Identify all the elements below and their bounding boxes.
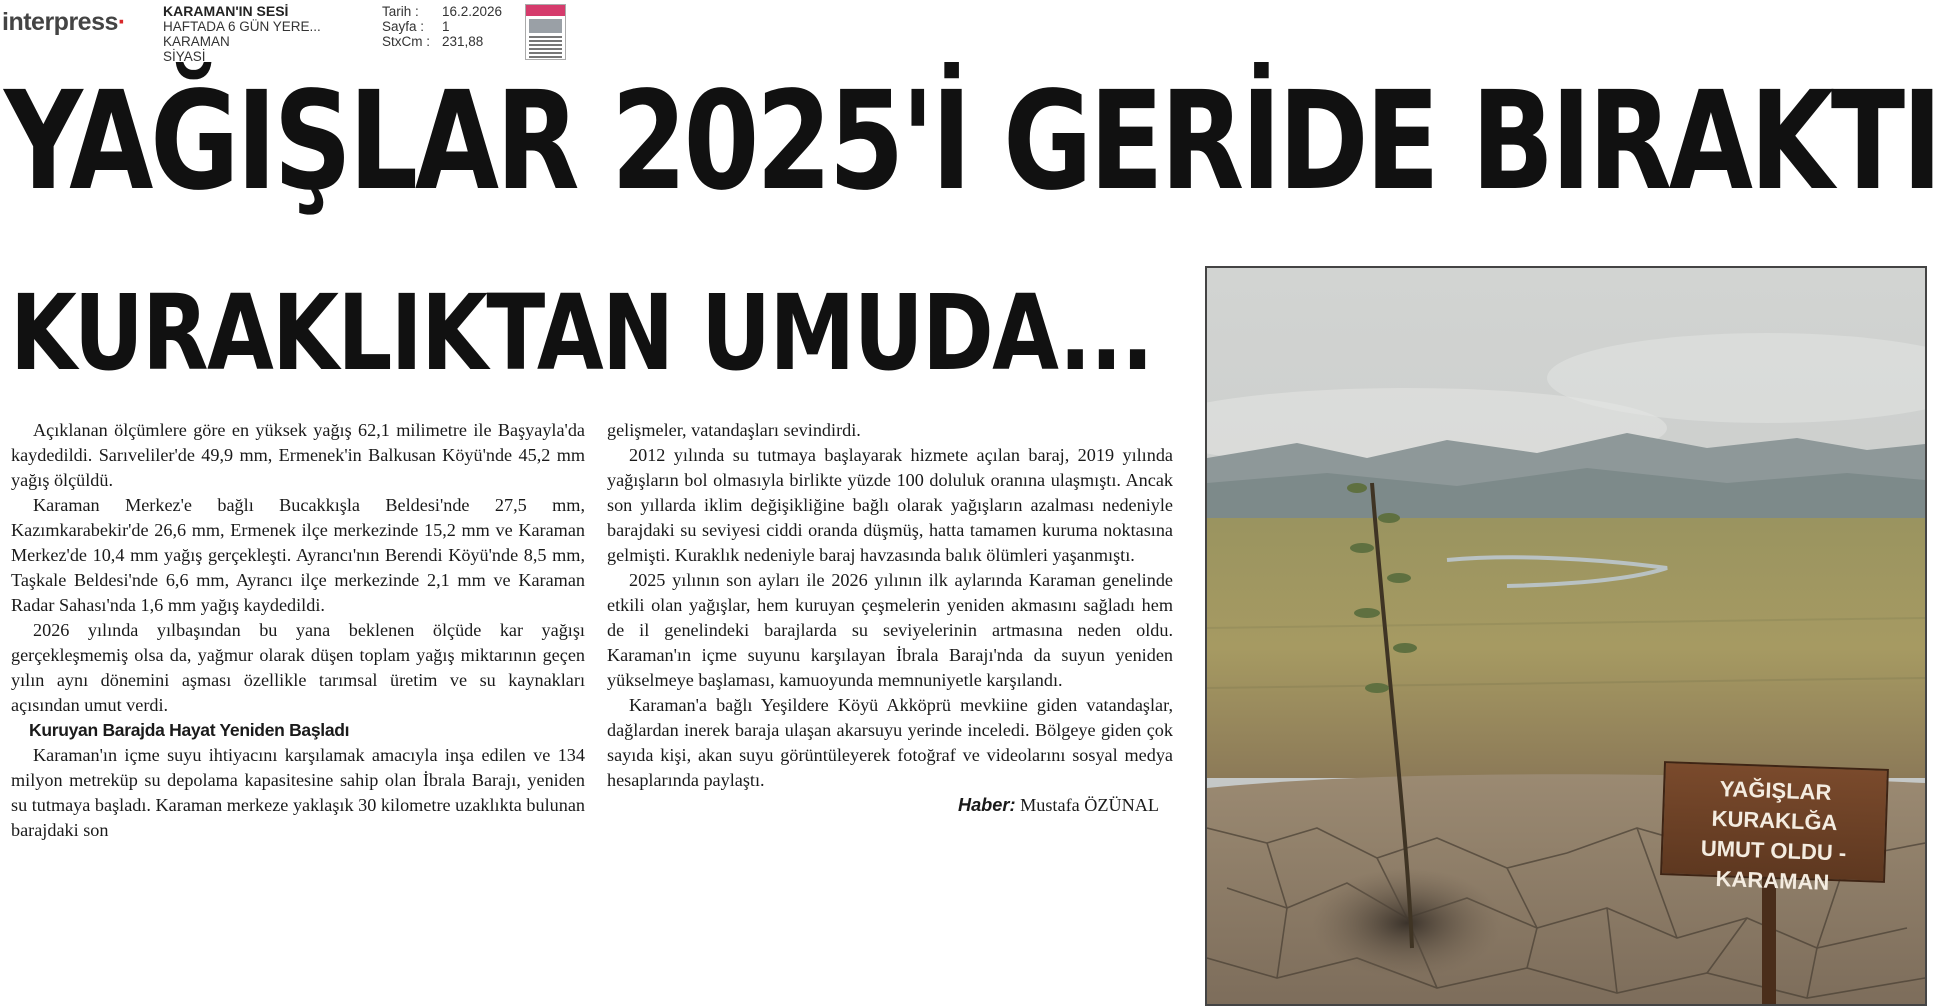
sign-line-2: UMUT OLDU -	[1700, 835, 1847, 866]
date-value: 16.2.2026	[442, 4, 503, 19]
publication-category: SİYASİ	[163, 49, 206, 64]
size-value: 231,88	[442, 34, 484, 49]
thumbnail-masthead	[526, 5, 565, 16]
brand-text: interpress	[2, 8, 118, 36]
publication-city: KARAMAN	[163, 34, 230, 49]
publication-frequency: HAFTADA 6 GÜN YERE...	[163, 19, 321, 34]
sign-line-3: KARAMAN	[1715, 865, 1830, 895]
headline: YAĞIŞLAR 2025'İ GERİDE BIRAKTI	[4, 63, 1939, 221]
clip-meta	[382, 4, 502, 49]
byline-label: Haber:	[957, 795, 1016, 815]
paragraph: Karaman'a bağlı Yeşildere Köyü Akköprü mevkiine giden vatandaşlar, dağlardan inerek baraja ulaşan akarsuyu yerinde inceledi. Bölgeye giden çok sayıda kişi, akan suyu görüntüleyerek fotoğraf ve videolarını sosyal medya hesaplarında paylaştı.	[607, 695, 1173, 790]
page-label: Sayfa :	[382, 19, 425, 34]
sign-line-1: YAĞIŞLAR KURAKLĞA	[1711, 776, 1838, 836]
paragraph: 2025 yılının son ayları ile 2026 yılının ilk aylarında Karaman genelinde etkili olan yağışlar, hem kuruyan çeşmelerin yeniden akmasını sağladı hem de il genelindeki barajlarda su seviyelerinin artmasına neden oldu. Karaman'ın içme suyunu karşılayan İbrala Barajı'nda da suyun yeniden yükselmeye başlaması, kamuoyunda memnuniyetle karşılandı.	[607, 570, 1173, 690]
thumbnail-photo	[529, 19, 562, 33]
paragraph: 2026 yılında yılbaşından bu yana beklenen ölçüde kar yağışı gerçekleşmemiş olsa da, yağmur olarak düşen toplam yağış miktarının geçen yılın aynı dönemini aşması özellikle tarımsal üretim ve su kaynakları açısından umut verdi.	[11, 620, 585, 715]
publication-name: KARAMAN'IN SESİ	[163, 3, 289, 19]
date-label: Tarih :	[382, 4, 419, 19]
section-subhead: Kuruyan Barajda Hayat Yeniden Başladı	[29, 720, 350, 740]
byline-author: Mustafa ÖZÜNAL	[1020, 795, 1159, 815]
page-thumbnail[interactable]	[525, 4, 566, 60]
byline	[607, 793, 1173, 818]
photo-sign	[1660, 761, 1889, 895]
paragraph: Karaman'ın içme suyu ihtiyacını karşılamak amacıyla inşa edilen ve 134 milyon metreküp su depolama kapasitesine sahip olan İbrala Barajı, yeniden su tutmaya başladı. Karaman merkeze yaklaşık 30 kilometre uzaklıkta bulunan barajdaki son	[11, 745, 585, 840]
publication-info	[163, 4, 321, 64]
article-column-1	[11, 418, 585, 843]
brand-logo	[2, 8, 126, 37]
paragraph: Karaman Merkez'e bağlı Bucakkışla Beldesi'nde 27,5 mm, Kazımkarabekir'de 26,6 mm, Ermenek ilçe merkezinde 15,2 mm ve Karaman Merkez'de 10,4 mm yağış gerçekleşti. Ayrancı'nın Berendi Köyü'nde 8,5 mm, Taşkale Beldesi'nde 6,6 mm, Ayrancı ilçe merkezinde 2,1 mm ve Karaman Radar Sahası'nda 1,6 mm yağış kaydedildi.	[11, 495, 585, 615]
size-label: StxCm :	[382, 34, 431, 49]
brand-dot: ·	[117, 8, 126, 36]
subheadline: KURAKLIKTAN UMUDA...	[10, 272, 1153, 394]
article-photo	[1205, 266, 1927, 1006]
page-value: 1	[442, 19, 450, 34]
paragraph-continued: gelişmeler, vatandaşları sevindirdi.	[607, 420, 861, 440]
article-column-2	[607, 418, 1173, 818]
paragraph: Açıklanan ölçümlere göre en yüksek yağış 62,1 milimetre ile Başyayla'da kaydedildi. Sarıveliler'de 49,9 mm, Ermenek'in Balkusan Köyü'nde 45,2 mm yağış ölçüldü.	[11, 420, 585, 490]
paragraph: 2012 yılında su tutmaya başlayarak hizmete açılan baraj, 2019 yılında yağışların bol olmasıyla birlikte yüzde 100 doluluk oranına ulaşmıştı. Ancak son yıllarda iklim değişikliğine bağlı olarak yağışların azalması nedeniyle barajdaki su seviyesi ciddi oranda düşmüş, hatta tamamen kuruma noktasına gelmişti. Kuraklık nedeniyle baraj havzasında balık ölümleri yaşanmıştı.	[607, 445, 1173, 565]
